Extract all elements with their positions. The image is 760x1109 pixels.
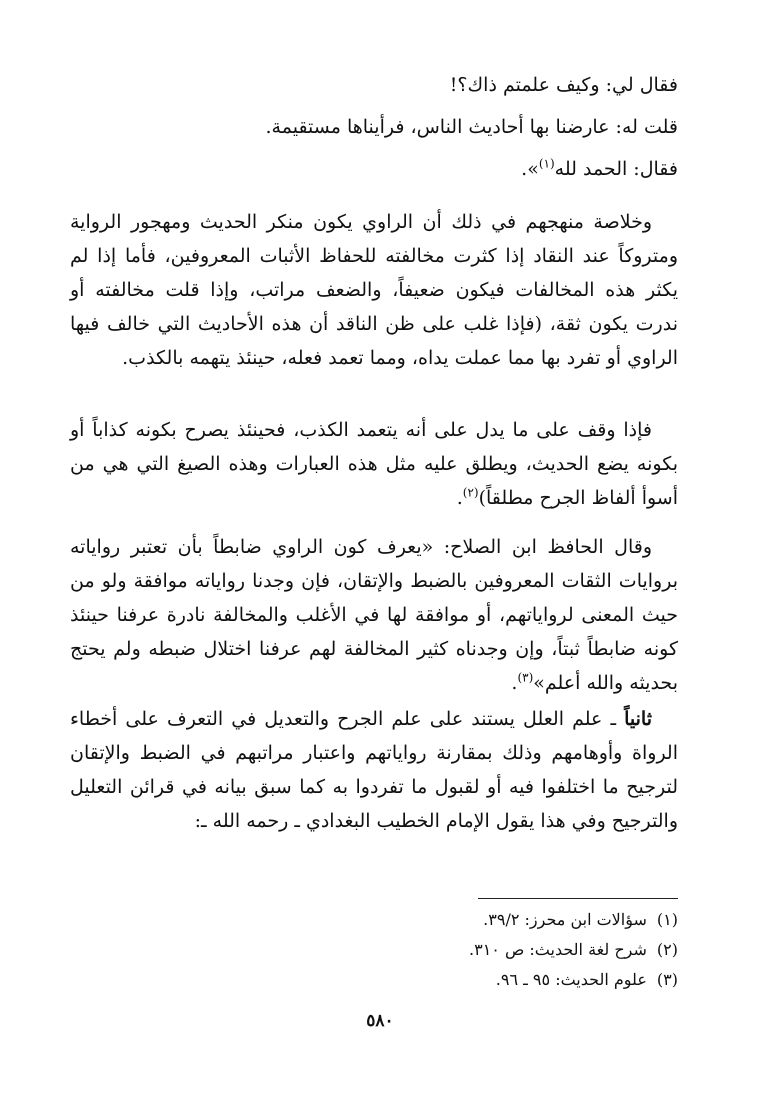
footnote-divider bbox=[478, 898, 678, 899]
footnote-ref: (١) bbox=[538, 156, 555, 171]
footnote-item: (٢)شرح لغة الحديث: ص ٣١٠. bbox=[469, 940, 678, 959]
section-lead: ثانياً bbox=[624, 708, 652, 730]
footnotes bbox=[178, 905, 678, 995]
paragraph-second: ثانياً ـ علم العلل يستند على علم الجرح والتعديل في التعرف على أخطاء الرواة وأوهامهم وذلك بمقارنة رواياتهم واعتبار مراتبهم في الضبط والإتقان لترجيح ما اختلفوا فيه أو لقبول ما تفردوا به كما سبق بيانه في قرائن التعليل والترجيح وفي هذا يقول الإمام الخطيب البغدادي ـ رحمه الله ـ: bbox=[70, 708, 678, 832]
dialog-line: فقال: الحمد لله$^{(١)}$». bbox=[521, 156, 678, 180]
paragraph-summary: وخلاصة منهجهم في ذلك أن الراوي يكون منكر الحديث ومهجور الرواية ومتروكاً عند النقاد إذا كثرت مخالفته للحفاظ الأثبات المعروفين، فأما إذا لم يكثر هذه المخالفات فيكون ضعيفاً، والضعف مراتب، وإذا قلت مخالفته أو ندرت يكون ثقة، (فإذا غلب على ظن الناقد أن هذه الأحاديث التي خالف فيها الراوي أو تفرد بها مما عملت يداه، ومما تعمد فعله، حينئذ يتهمه بالكذب. bbox=[70, 211, 678, 369]
footnote-item: (٣)علوم الحديث: ٩٥ ـ ٩٦. bbox=[495, 970, 678, 989]
dialog-line: قلت له: عارضنا بها أحاديث الناس، فرأيناها مستقيمة. bbox=[265, 116, 678, 138]
footnote-ref: (٢) bbox=[462, 485, 479, 500]
footnote-ref: (٣) bbox=[517, 670, 534, 685]
footnote-item: (١)سؤالات ابن محرز: ٣٩/٢. bbox=[483, 910, 678, 929]
page-number: ٥٨٠ bbox=[366, 1011, 394, 1031]
paragraph-liar: فإذا وقف على ما يدل على أنه يتعمد الكذب، فحينئذ يصرح بكونه كذاباً أو بكونه يضع الحديث، ويطلق عليه مثل هذه العبارات وهذه الصيغ التي هي من أسوأ ألفاظ الجرح مطلقاً)$^{(٢)}$. bbox=[70, 419, 678, 509]
paragraph-ibn-salah: وقال الحافظ ابن الصلاح: «يعرف كون الراوي ضابطاً بأن تعتبر رواياته بروايات الثقات المعروفين بالضبط والإتقان، فإن وجدنا رواياته موافقة ولو من حيث المعنى لرواياتهم، أو موافقة لها في الأغلب والمخالفة نادرة عرفنا حينئذ كونه ضابطاً ثبتاً، وإن وجدناه كثير المخالفة لهم عرفنا اختلال ضبطه ولم يحتج بحديثه والله أعلم»$^{(٣)}$. bbox=[70, 536, 678, 694]
dialog-block bbox=[70, 64, 678, 190]
dialog-line: فقال لي: وكيف علمتم ذاك؟! bbox=[449, 74, 678, 96]
